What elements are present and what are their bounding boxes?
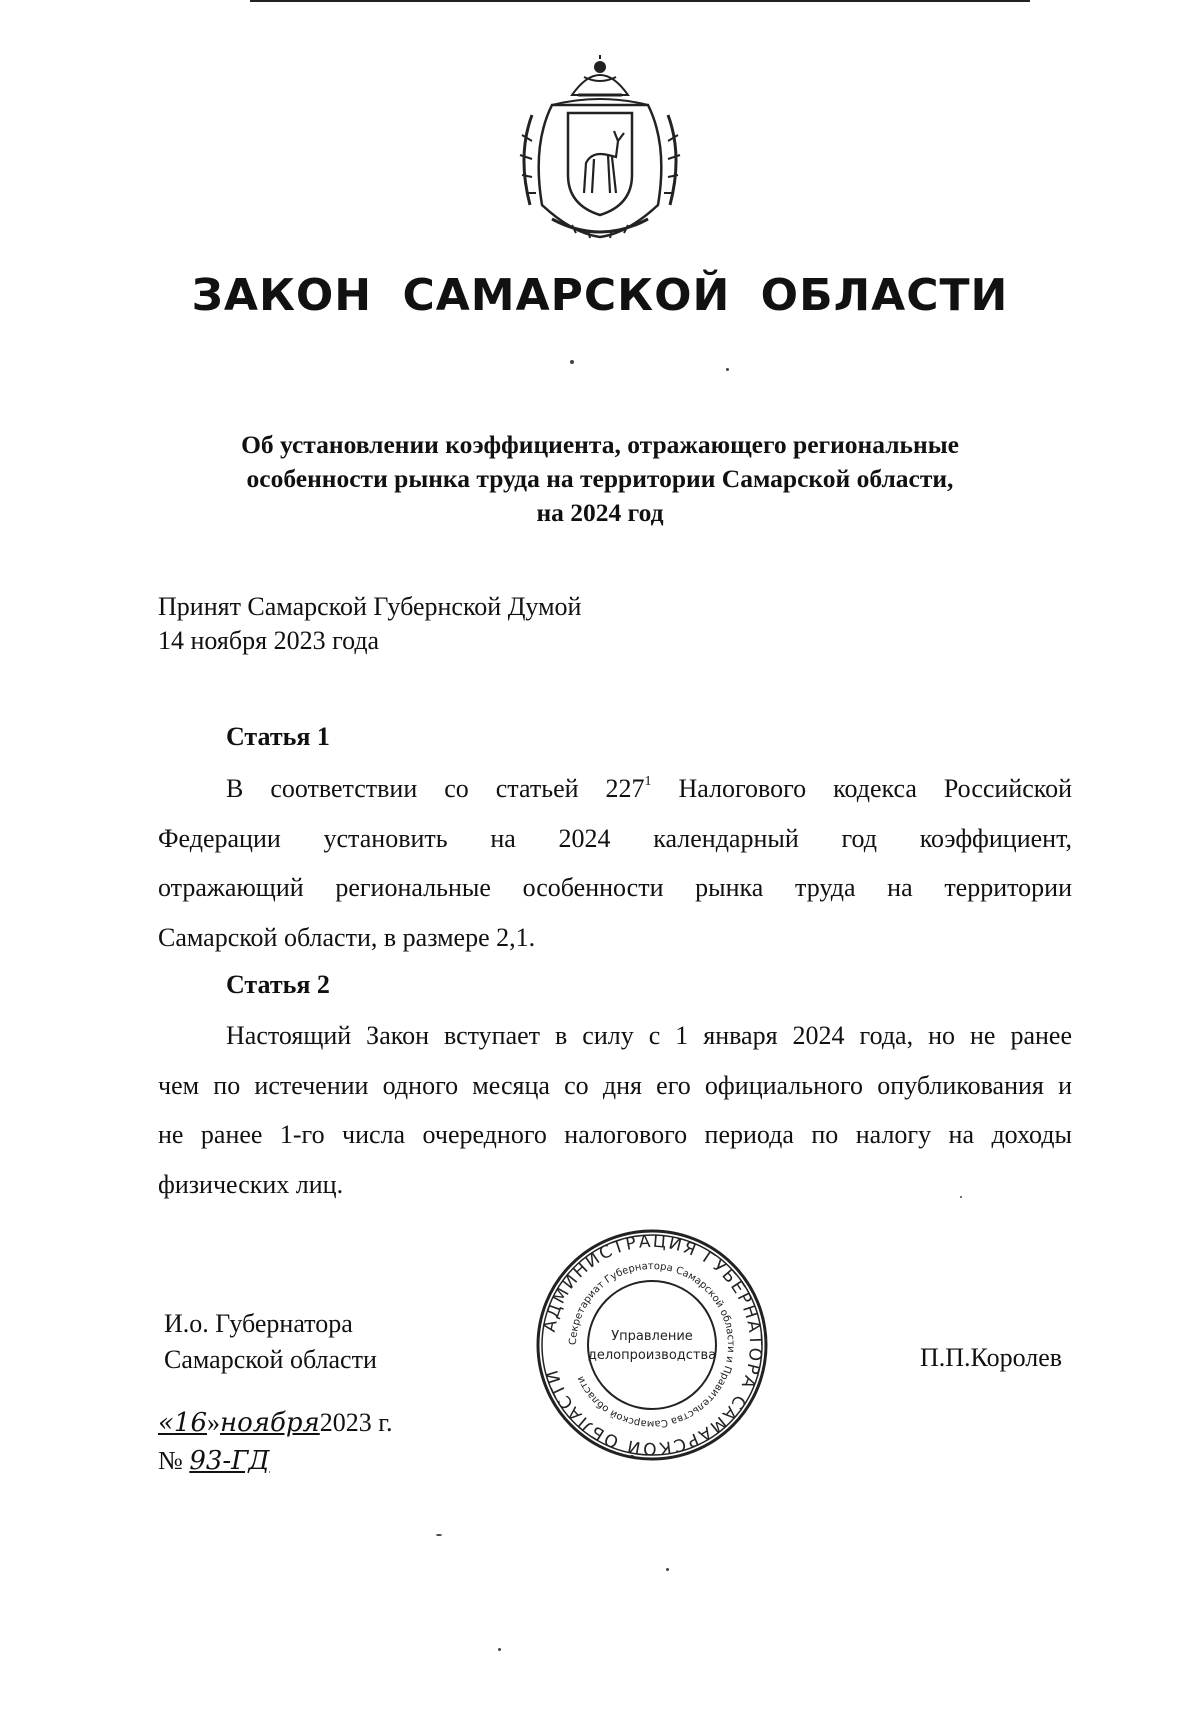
- top-border-line: [250, 0, 1030, 2]
- article-1-line: Федерации установить на 2024 календарный год коэффициент,: [158, 823, 1072, 853]
- signatory-name: П.П.Королев: [920, 1343, 1063, 1372]
- signatory-position: [164, 1306, 377, 1378]
- scan-speck: [436, 1534, 442, 1536]
- stamp-inner-text: Секретариат Губернатора Самарской области и Правительства Самарской области: [567, 1260, 737, 1430]
- adoption-date: 14 ноября 2023 года: [158, 626, 380, 655]
- law-number-label: №: [158, 1446, 183, 1475]
- signatory-position-line: Самарской области: [164, 1345, 377, 1374]
- law-number-value: 93-ГД: [189, 1446, 270, 1476]
- adoption-line: Принят Самарской Губернской Думой: [158, 592, 582, 621]
- article-1-heading: Статья 1: [226, 722, 330, 751]
- article-2-line: чем по истечении одного месяца со дня его официального опубликования и: [158, 1070, 1072, 1100]
- stamp-outer-text: АДМИНИСТРАЦИЯ ГУБЕРНАТОРА САМАРСКОЙ ОБЛАСТИ: [539, 1231, 766, 1459]
- date-day: 16: [173, 1408, 208, 1438]
- official-stamp: [534, 1227, 770, 1463]
- footnote-superscript: 1: [644, 774, 652, 789]
- document-title: ЗАКОН САМАРСКОЙ ОБЛАСТИ: [191, 270, 1009, 321]
- scan-speck: [498, 1648, 501, 1651]
- law-number: [158, 1446, 369, 1476]
- stamp-center-line-1: Управление: [611, 1329, 693, 1344]
- date-close-quote: »: [207, 1408, 221, 1437]
- date-open-quote: «: [158, 1408, 174, 1438]
- article-1-line: [158, 764, 1072, 814]
- article-1-text: [158, 764, 1072, 962]
- article-1-line-end: Налогового кодекса Российской: [651, 774, 1073, 803]
- subtitle-line: на 2024 год: [536, 498, 664, 527]
- article-2-line: Настоящий Закон вступает в силу с 1 января 2024 года, но не ранее: [226, 1021, 1072, 1050]
- adoption-note: [158, 590, 581, 658]
- article-2-line: физических лиц.: [158, 1169, 344, 1199]
- date-year: 2023 г.: [319, 1408, 393, 1437]
- scan-speck: [666, 1568, 669, 1571]
- article-2-heading: Статья 2: [226, 970, 330, 999]
- article-1-line: отражающий региональные особенности рынка труда на территории: [158, 873, 1072, 902]
- signing-date: [158, 1408, 392, 1438]
- subtitle-line: особенности рынка труда на территории Самарской области,: [246, 464, 954, 493]
- article-1-line: Самарской области, в размере 2,1.: [158, 922, 536, 952]
- coat-of-arms-emblem: [512, 55, 688, 240]
- scan-speck: [960, 1196, 962, 1198]
- article-2-line: не ранее 1-го числа очередного налогового периода по налогу на доходы: [158, 1120, 1072, 1149]
- article-2-text: [158, 1011, 1072, 1209]
- subtitle-line: Об установлении коэффициента, отражающего региональные: [241, 430, 959, 459]
- scan-speck: [726, 368, 729, 371]
- document-subtitle: [140, 428, 1060, 530]
- article-1-line-start: В соответствии со статьей 227: [226, 774, 645, 803]
- scan-speck: [570, 360, 574, 364]
- stamp-center-line-2: делопроизводства: [587, 1348, 717, 1363]
- signatory-position-line: И.о. Губернатора: [164, 1309, 353, 1338]
- date-month: ноября: [220, 1408, 320, 1438]
